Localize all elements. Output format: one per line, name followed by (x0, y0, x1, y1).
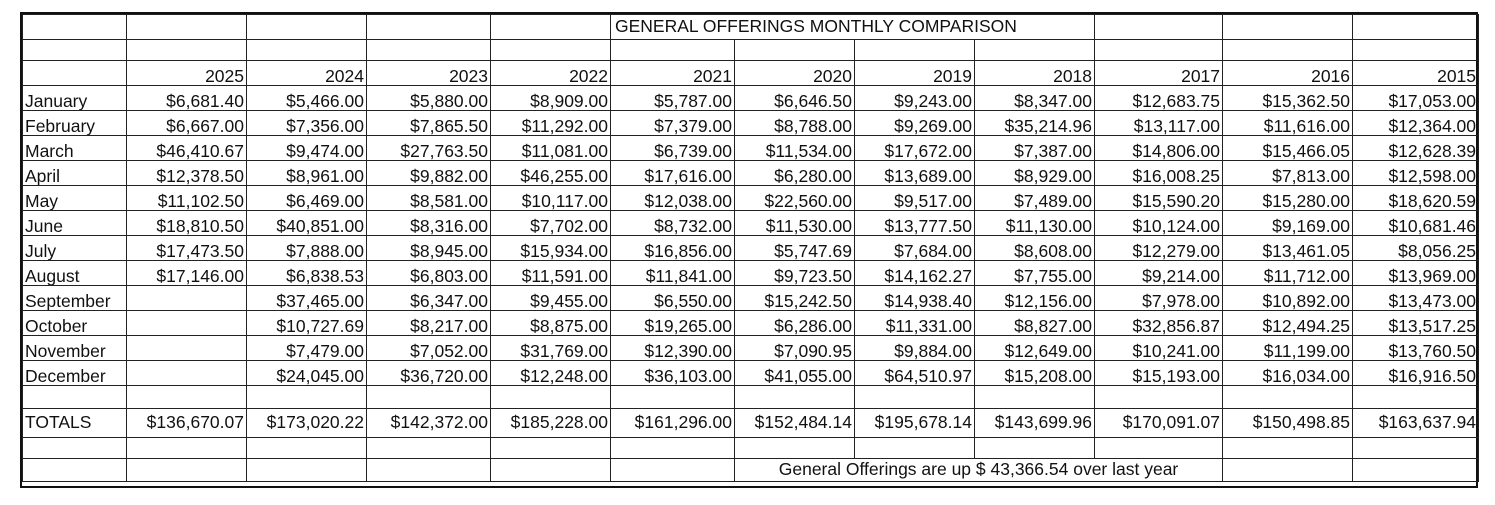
amount-cell: $13,969.00 (1353, 261, 1479, 286)
amount-cell: $12,494.25 (1223, 311, 1353, 336)
amount-cell (127, 286, 247, 311)
month-label: March (23, 136, 127, 161)
blank-cell (1223, 386, 1353, 409)
amount-cell: $15,466.05 (1223, 136, 1353, 161)
month-label: September (23, 286, 127, 311)
table-row (23, 286, 1479, 311)
blank-cell (1223, 438, 1353, 459)
amount-cell: $13,117.00 (1095, 111, 1223, 136)
amount-cell: $19,265.00 (611, 311, 735, 336)
amount-cell: $8,827.00 (975, 311, 1095, 336)
table-row (23, 311, 1479, 336)
amount-cell (127, 311, 247, 336)
amount-cell: $17,053.00 (1353, 86, 1479, 111)
amount-cell: $12,628.39 (1353, 136, 1479, 161)
amount-cell: $11,534.00 (735, 136, 855, 161)
amount-cell: $40,851.00 (247, 211, 367, 236)
amount-cell: $35,214.96 (975, 111, 1095, 136)
month-label: April (23, 161, 127, 186)
amount-cell: $7,865.50 (367, 111, 491, 136)
amount-cell: $14,938.40 (855, 286, 975, 311)
table-row (23, 111, 1479, 136)
blank-cell (855, 386, 975, 409)
year-header: 2019 (855, 61, 975, 86)
blank-cell (127, 386, 247, 409)
total-cell: $150,498.85 (1223, 409, 1353, 438)
amount-cell: $13,461.05 (1223, 236, 1353, 261)
blank-cell (23, 438, 127, 459)
year-header: 2023 (367, 61, 491, 86)
amount-cell: $9,474.00 (247, 136, 367, 161)
year-header: 2021 (611, 61, 735, 86)
amount-cell: $64,510.97 (855, 361, 975, 386)
total-cell: $163,637.94 (1353, 409, 1479, 438)
month-label: August (23, 261, 127, 286)
table-row (23, 186, 1479, 211)
blank-cell (611, 386, 735, 409)
table-title: GENERAL OFFERINGS MONTHLY COMPARISON (611, 15, 1095, 40)
blank-cell (491, 438, 611, 459)
amount-cell: $17,146.00 (127, 261, 247, 286)
footer-row (23, 459, 1479, 482)
amount-cell: $11,292.00 (491, 111, 611, 136)
amount-cell: $9,723.50 (735, 261, 855, 286)
table-row (23, 236, 1479, 261)
blank-cell (491, 15, 611, 40)
amount-cell: $15,590.20 (1095, 186, 1223, 211)
blank-cell (491, 459, 611, 482)
month-label: June (23, 211, 127, 236)
amount-cell: $9,884.00 (855, 336, 975, 361)
amount-cell: $7,090.95 (735, 336, 855, 361)
amount-cell: $11,130.00 (975, 211, 1095, 236)
amount-cell: $18,810.50 (127, 211, 247, 236)
blank-cell (611, 459, 735, 482)
amount-cell: $9,517.00 (855, 186, 975, 211)
year-header: 2016 (1223, 61, 1353, 86)
year-header: 2022 (491, 61, 611, 86)
amount-cell: $6,469.00 (247, 186, 367, 211)
amount-cell: $10,681.46 (1353, 211, 1479, 236)
amount-cell: $16,856.00 (611, 236, 735, 261)
total-cell: $143,699.96 (975, 409, 1095, 438)
total-cell: $161,296.00 (611, 409, 735, 438)
blank-cell (1353, 438, 1479, 459)
blank-cell (611, 438, 735, 459)
amount-cell: $13,517.25 (1353, 311, 1479, 336)
amount-cell: $27,763.50 (367, 136, 491, 161)
blank-cell (367, 459, 491, 482)
amount-cell: $13,777.50 (855, 211, 975, 236)
amount-cell: $9,243.00 (855, 86, 975, 111)
total-cell: $170,091.07 (1095, 409, 1223, 438)
amount-cell: $11,530.00 (735, 211, 855, 236)
month-label: November (23, 336, 127, 361)
blank-row (23, 386, 1479, 409)
amount-cell: $46,255.00 (491, 161, 611, 186)
amount-cell: $8,929.00 (975, 161, 1095, 186)
table-row (23, 336, 1479, 361)
blank-cell (1095, 386, 1223, 409)
blank-row (23, 40, 1479, 61)
amount-cell: $15,280.00 (1223, 186, 1353, 211)
amount-cell: $8,909.00 (491, 86, 611, 111)
amount-cell: $17,672.00 (855, 136, 975, 161)
blank-cell (855, 438, 975, 459)
blank-cell (1095, 15, 1223, 40)
amount-cell: $36,720.00 (367, 361, 491, 386)
blank-cell (1353, 386, 1479, 409)
blank-cell (23, 15, 127, 40)
amount-cell: $16,008.25 (1095, 161, 1223, 186)
amount-cell: $32,856.87 (1095, 311, 1223, 336)
amount-cell: $8,961.00 (247, 161, 367, 186)
amount-cell: $36,103.00 (611, 361, 735, 386)
month-label: December (23, 361, 127, 386)
year-header: 2024 (247, 61, 367, 86)
blank-cell (735, 386, 855, 409)
blank-cell (1095, 438, 1223, 459)
amount-cell: $5,787.00 (611, 86, 735, 111)
amount-cell: $46,410.67 (127, 136, 247, 161)
amount-cell: $7,489.00 (975, 186, 1095, 211)
amount-cell: $5,880.00 (367, 86, 491, 111)
blank-cell (975, 386, 1095, 409)
amount-cell: $9,882.00 (367, 161, 491, 186)
amount-cell: $7,356.00 (247, 111, 367, 136)
amount-cell: $7,888.00 (247, 236, 367, 261)
amount-cell: $6,280.00 (735, 161, 855, 186)
amount-cell: $7,379.00 (611, 111, 735, 136)
month-label: October (23, 311, 127, 336)
amount-cell: $16,034.00 (1223, 361, 1353, 386)
amount-cell: $10,117.00 (491, 186, 611, 211)
amount-cell: $8,608.00 (975, 236, 1095, 261)
amount-cell: $41,055.00 (735, 361, 855, 386)
amount-cell: $9,169.00 (1223, 211, 1353, 236)
blank-cell (127, 459, 247, 482)
amount-cell: $12,038.00 (611, 186, 735, 211)
blank-cell (491, 386, 611, 409)
blank-cell (367, 15, 491, 40)
amount-cell: $12,598.00 (1353, 161, 1479, 186)
amount-cell: $12,378.50 (127, 161, 247, 186)
amount-cell: $15,242.50 (735, 286, 855, 311)
amount-cell: $6,739.00 (611, 136, 735, 161)
totals-label: TOTALS (23, 409, 127, 438)
total-cell: $185,228.00 (491, 409, 611, 438)
table-row (23, 211, 1479, 236)
amount-cell: $9,269.00 (855, 111, 975, 136)
year-header: 2015 (1353, 61, 1479, 86)
offerings-summary-note: General Offerings are up $ 43,366.54 over last year (735, 459, 1223, 482)
blank-cell (367, 386, 491, 409)
amount-cell: $8,056.25 (1353, 236, 1479, 261)
blank-cell (1223, 459, 1353, 482)
totals-row (23, 409, 1479, 438)
year-header-row (23, 61, 1479, 86)
table-row (23, 161, 1479, 186)
blank-cell (367, 438, 491, 459)
amount-cell: $6,550.00 (611, 286, 735, 311)
amount-cell: $7,702.00 (491, 211, 611, 236)
table-row (23, 86, 1479, 111)
amount-cell: $6,681.40 (127, 86, 247, 111)
amount-cell (127, 336, 247, 361)
amount-cell: $6,667.00 (127, 111, 247, 136)
year-header: 2018 (975, 61, 1095, 86)
amount-cell: $11,616.00 (1223, 111, 1353, 136)
amount-cell: $8,316.00 (367, 211, 491, 236)
amount-cell: $7,479.00 (247, 336, 367, 361)
amount-cell: $11,712.00 (1223, 261, 1353, 286)
amount-cell: $8,875.00 (491, 311, 611, 336)
amount-cell: $10,892.00 (1223, 286, 1353, 311)
blank-cell (23, 61, 127, 86)
amount-cell: $10,727.69 (247, 311, 367, 336)
amount-cell: $8,732.00 (611, 211, 735, 236)
amount-cell: $11,331.00 (855, 311, 975, 336)
amount-cell: $7,684.00 (855, 236, 975, 261)
amount-cell: $6,347.00 (367, 286, 491, 311)
amount-cell: $9,214.00 (1095, 261, 1223, 286)
amount-cell: $31,769.00 (491, 336, 611, 361)
table-row (23, 261, 1479, 286)
amount-cell: $7,387.00 (975, 136, 1095, 161)
amount-cell: $16,916.50 (1353, 361, 1479, 386)
month-label: July (23, 236, 127, 261)
amount-cell: $22,560.00 (735, 186, 855, 211)
year-header: 2025 (127, 61, 247, 86)
amount-cell: $6,286.00 (735, 311, 855, 336)
total-cell: $195,678.14 (855, 409, 975, 438)
blank-cell (975, 438, 1095, 459)
blank-cell (247, 459, 367, 482)
amount-cell: $11,591.00 (491, 261, 611, 286)
blank-cell (23, 459, 127, 482)
amount-cell (127, 361, 247, 386)
blank-cell (1223, 15, 1353, 40)
blank-cell (1353, 459, 1479, 482)
amount-cell: $8,945.00 (367, 236, 491, 261)
amount-cell: $6,803.00 (367, 261, 491, 286)
amount-cell: $37,465.00 (247, 286, 367, 311)
amount-cell: $5,466.00 (247, 86, 367, 111)
total-cell: $136,670.07 (127, 409, 247, 438)
amount-cell: $15,362.50 (1223, 86, 1353, 111)
amount-cell: $10,124.00 (1095, 211, 1223, 236)
blank-cell (127, 15, 247, 40)
blank-cell (127, 438, 247, 459)
amount-cell: $15,193.00 (1095, 361, 1223, 386)
amount-cell: $12,248.00 (491, 361, 611, 386)
amount-cell: $5,747.69 (735, 236, 855, 261)
amount-cell: $24,045.00 (247, 361, 367, 386)
table-row (23, 136, 1479, 161)
amount-cell: $8,788.00 (735, 111, 855, 136)
amount-cell: $10,241.00 (1095, 336, 1223, 361)
amount-cell: $18,620.59 (1353, 186, 1479, 211)
blank-cell (247, 438, 367, 459)
amount-cell: $14,806.00 (1095, 136, 1223, 161)
amount-cell: $7,813.00 (1223, 161, 1353, 186)
blank-cell (1353, 15, 1479, 40)
amount-cell: $8,217.00 (367, 311, 491, 336)
offerings-spreadsheet (20, 12, 1478, 488)
amount-cell: $7,755.00 (975, 261, 1095, 286)
blank-cell (247, 15, 367, 40)
amount-cell: $11,081.00 (491, 136, 611, 161)
blank-row (23, 438, 1479, 459)
year-header: 2020 (735, 61, 855, 86)
offerings-table (22, 14, 1479, 482)
amount-cell: $11,841.00 (611, 261, 735, 286)
amount-cell: $8,581.00 (367, 186, 491, 211)
title-row (23, 15, 1479, 40)
amount-cell: $12,156.00 (975, 286, 1095, 311)
table-row (23, 361, 1479, 386)
blank-cell (247, 386, 367, 409)
total-cell: $173,020.22 (247, 409, 367, 438)
amount-cell: $13,760.50 (1353, 336, 1479, 361)
amount-cell: $8,347.00 (975, 86, 1095, 111)
amount-cell: $9,455.00 (491, 286, 611, 311)
amount-cell: $12,683.75 (1095, 86, 1223, 111)
year-header: 2017 (1095, 61, 1223, 86)
blank-cell (735, 438, 855, 459)
amount-cell: $14,162.27 (855, 261, 975, 286)
amount-cell: $13,473.00 (1353, 286, 1479, 311)
amount-cell: $12,364.00 (1353, 111, 1479, 136)
amount-cell: $11,102.50 (127, 186, 247, 211)
amount-cell: $12,279.00 (1095, 236, 1223, 261)
amount-cell: $17,616.00 (611, 161, 735, 186)
amount-cell: $13,689.00 (855, 161, 975, 186)
total-cell: $142,372.00 (367, 409, 491, 438)
month-label: February (23, 111, 127, 136)
month-label: January (23, 86, 127, 111)
amount-cell: $7,052.00 (367, 336, 491, 361)
table-body (23, 15, 1479, 482)
amount-cell: $7,978.00 (1095, 286, 1223, 311)
month-label: May (23, 186, 127, 211)
amount-cell: $17,473.50 (127, 236, 247, 261)
amount-cell: $12,649.00 (975, 336, 1095, 361)
amount-cell: $6,646.50 (735, 86, 855, 111)
amount-cell: $15,934.00 (491, 236, 611, 261)
amount-cell: $6,838.53 (247, 261, 367, 286)
amount-cell: $11,199.00 (1223, 336, 1353, 361)
blank-cell (23, 386, 127, 409)
amount-cell: $12,390.00 (611, 336, 735, 361)
total-cell: $152,484.14 (735, 409, 855, 438)
amount-cell: $15,208.00 (975, 361, 1095, 386)
